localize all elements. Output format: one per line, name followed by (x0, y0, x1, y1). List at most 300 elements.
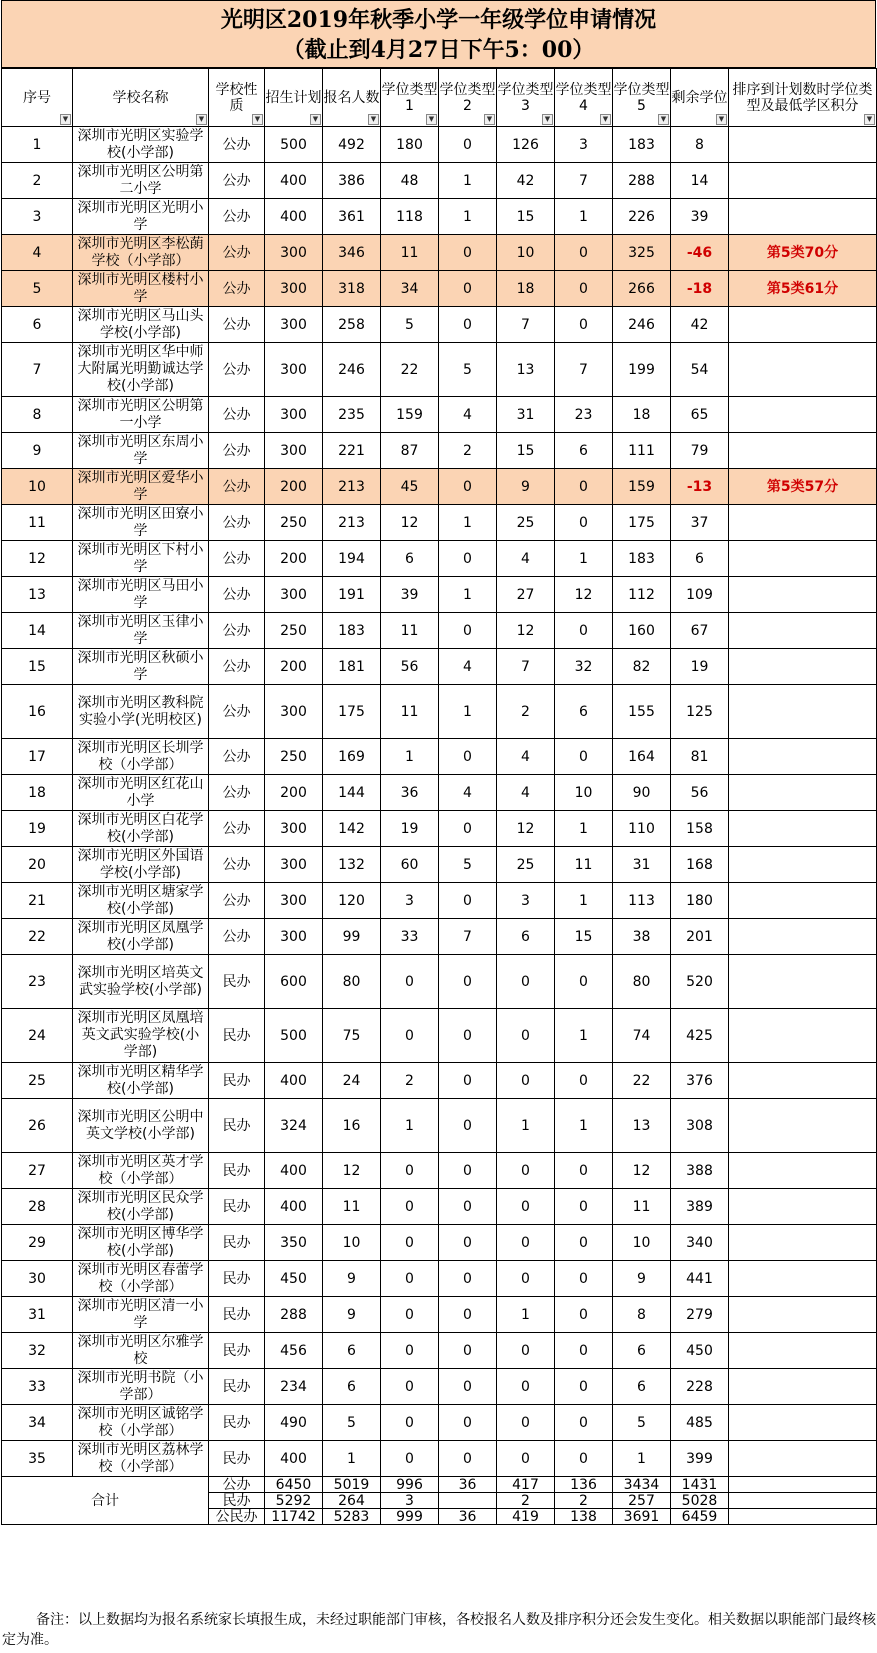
dropdown-filter-icon[interactable]: ▼ (426, 114, 437, 125)
cell-type: 民办 (209, 1333, 265, 1369)
cell-t4: 1 (555, 1009, 613, 1063)
cell-rank (729, 127, 877, 163)
cell-type: 公办 (209, 919, 265, 955)
cell-t3: 12 (497, 811, 555, 847)
cell-t3: 6 (497, 919, 555, 955)
cell-no: 4 (2, 235, 73, 271)
cell-t4: 23 (555, 397, 613, 433)
header-label: 学校名称 (112, 89, 169, 106)
cell-plan: 300 (265, 235, 323, 271)
cell-t5: 12 (613, 1153, 671, 1189)
header-cell[interactable] (671, 69, 729, 127)
cell-rank (729, 1333, 877, 1369)
cell-t5: 160 (613, 613, 671, 649)
cell-t2: 0 (439, 1225, 497, 1261)
cell-no: 20 (2, 847, 73, 883)
table-row (2, 1009, 877, 1063)
cell-t2: 0 (439, 811, 497, 847)
cell-t5: 183 (613, 127, 671, 163)
cell-t2: 0 (439, 235, 497, 271)
header-cell[interactable] (381, 69, 439, 127)
cell-t1: 87 (381, 433, 439, 469)
cell-applied: 181 (323, 649, 381, 685)
cell-t2: 5 (439, 343, 497, 397)
cell-t5: 6 (613, 1369, 671, 1405)
cell-t3: 42 (497, 163, 555, 199)
header-cell[interactable] (209, 69, 265, 127)
cell-name: 深圳市光明区公明第二小学 (73, 163, 209, 199)
header-label: 学位类型3 (497, 81, 554, 114)
header-cell[interactable] (265, 69, 323, 127)
cell-rank (729, 1063, 877, 1099)
cell-t4: 11 (555, 847, 613, 883)
cell-t5: 159 (613, 469, 671, 505)
cell-t5: 246 (613, 307, 671, 343)
cell-name: 深圳市光明区楼村小学 (73, 271, 209, 307)
cell-name: 深圳市光明区白花学校(小学部) (73, 811, 209, 847)
cell-applied: 258 (323, 307, 381, 343)
cell-no: 26 (2, 1099, 73, 1153)
cell-t4: 0 (555, 613, 613, 649)
cell-t2: 0 (439, 271, 497, 307)
cell-plan: 400 (265, 1063, 323, 1099)
cell-name: 深圳市光明区田寮小学 (73, 505, 209, 541)
cell-remain: 201 (671, 919, 729, 955)
cell-type: 民办 (209, 1297, 265, 1333)
cell-no: 12 (2, 541, 73, 577)
cell-t2: 4 (439, 775, 497, 811)
cell-plan: 300 (265, 919, 323, 955)
cell-remain: 79 (671, 433, 729, 469)
dropdown-filter-icon[interactable]: ▼ (864, 114, 875, 125)
cell-t5: 31 (613, 847, 671, 883)
cell-plan: 400 (265, 1153, 323, 1189)
cell-t4: 1 (555, 811, 613, 847)
cell-name: 深圳市光明区公明中英文学校(小学部) (73, 1099, 209, 1153)
cell-applied: 213 (323, 505, 381, 541)
totals-cell-type: 公民办 (209, 1509, 265, 1525)
cell-t2: 0 (439, 883, 497, 919)
cell-name: 深圳市光明区英才学校（小学部） (73, 1153, 209, 1189)
cell-t4: 0 (555, 1189, 613, 1225)
dropdown-filter-icon[interactable]: ▼ (310, 114, 321, 125)
cell-t1: 2 (381, 1063, 439, 1099)
cell-name: 深圳市光明区马山头学校(小学部) (73, 307, 209, 343)
cell-type: 公办 (209, 811, 265, 847)
cell-type: 公办 (209, 397, 265, 433)
cell-remain: -46 (671, 235, 729, 271)
dropdown-filter-icon[interactable]: ▼ (252, 114, 263, 125)
table-row (2, 685, 877, 739)
cell-name: 深圳市光明区塘家学校(小学部) (73, 883, 209, 919)
cell-type: 公办 (209, 469, 265, 505)
cell-remain: 485 (671, 1405, 729, 1441)
cell-plan: 200 (265, 541, 323, 577)
cell-no: 15 (2, 649, 73, 685)
cell-t5: 9 (613, 1261, 671, 1297)
cell-type: 民办 (209, 1063, 265, 1099)
dropdown-filter-icon[interactable]: ▼ (196, 114, 207, 125)
cell-plan: 300 (265, 685, 323, 739)
cell-t2: 5 (439, 847, 497, 883)
cell-plan: 300 (265, 811, 323, 847)
cell-name: 深圳市光明区教科院实验小学(光明校区) (73, 685, 209, 739)
cell-plan: 300 (265, 433, 323, 469)
cell-no: 3 (2, 199, 73, 235)
cell-t4: 0 (555, 307, 613, 343)
cell-t4: 6 (555, 433, 613, 469)
cell-t1: 0 (381, 1405, 439, 1441)
cell-remain: -13 (671, 469, 729, 505)
dropdown-filter-icon[interactable]: ▼ (484, 114, 495, 125)
cell-type: 民办 (209, 1261, 265, 1297)
cell-rank (729, 847, 877, 883)
cell-t3: 4 (497, 739, 555, 775)
cell-type: 民办 (209, 1099, 265, 1153)
totals-cell-remain: 1431 (671, 1477, 729, 1493)
cell-plan: 324 (265, 1099, 323, 1153)
cell-applied: 213 (323, 469, 381, 505)
cell-t3: 0 (497, 1333, 555, 1369)
cell-t2: 0 (439, 1189, 497, 1225)
cell-name: 深圳市光明区尔雅学校 (73, 1333, 209, 1369)
cell-t2: 0 (439, 1009, 497, 1063)
cell-applied: 9 (323, 1261, 381, 1297)
cell-t3: 0 (497, 1189, 555, 1225)
cell-t2: 0 (439, 1063, 497, 1099)
cell-t1: 56 (381, 649, 439, 685)
cell-t2: 0 (439, 541, 497, 577)
cell-t5: 74 (613, 1009, 671, 1063)
cell-rank (729, 1441, 877, 1477)
table-row (2, 1099, 877, 1153)
cell-name: 深圳市光明区爱华小学 (73, 469, 209, 505)
cell-t5: 111 (613, 433, 671, 469)
cell-plan: 250 (265, 739, 323, 775)
cell-t1: 0 (381, 1189, 439, 1225)
cell-t5: 183 (613, 541, 671, 577)
cell-t5: 325 (613, 235, 671, 271)
header-cell[interactable] (729, 69, 877, 127)
cell-applied: 191 (323, 577, 381, 613)
cell-rank (729, 1369, 877, 1405)
cell-remain: 19 (671, 649, 729, 685)
cell-type: 民办 (209, 1225, 265, 1261)
totals-cell-t5: 3434 (613, 1477, 671, 1493)
cell-t5: 1 (613, 1441, 671, 1477)
cell-t4: 10 (555, 775, 613, 811)
totals-cell-plan: 6450 (265, 1477, 323, 1493)
table-row (2, 1405, 877, 1441)
cell-applied: 235 (323, 397, 381, 433)
cell-t4: 0 (555, 1369, 613, 1405)
cell-t5: 199 (613, 343, 671, 397)
dropdown-filter-icon[interactable]: ▼ (542, 114, 553, 125)
table-row (2, 1189, 877, 1225)
cell-plan: 234 (265, 1369, 323, 1405)
table-row (2, 1261, 877, 1297)
cell-t3: 7 (497, 649, 555, 685)
cell-applied: 144 (323, 775, 381, 811)
cell-t1: 45 (381, 469, 439, 505)
cell-rank (729, 307, 877, 343)
cell-plan: 300 (265, 343, 323, 397)
header-row (2, 69, 877, 127)
cell-t5: 164 (613, 739, 671, 775)
cell-plan: 450 (265, 1261, 323, 1297)
table-row (2, 1063, 877, 1099)
header-cell[interactable] (439, 69, 497, 127)
cell-t5: 6 (613, 1333, 671, 1369)
cell-rank (729, 505, 877, 541)
header-cell[interactable] (555, 69, 613, 127)
header-cell[interactable] (497, 69, 555, 127)
table-row (2, 1333, 877, 1369)
cell-plan: 400 (265, 199, 323, 235)
cell-remain: 279 (671, 1297, 729, 1333)
totals-cell-rank (729, 1477, 877, 1493)
cell-t3: 9 (497, 469, 555, 505)
cell-name: 深圳市光明区长圳学校（小学部） (73, 739, 209, 775)
cell-remain: 37 (671, 505, 729, 541)
cell-no: 11 (2, 505, 73, 541)
cell-t4: 15 (555, 919, 613, 955)
cell-t1: 0 (381, 1441, 439, 1477)
cell-t3: 10 (497, 235, 555, 271)
dropdown-filter-icon[interactable]: ▼ (716, 114, 727, 125)
cell-no: 28 (2, 1189, 73, 1225)
cell-t4: 1 (555, 199, 613, 235)
cell-applied: 10 (323, 1225, 381, 1261)
cell-t4: 0 (555, 1441, 613, 1477)
cell-remain: 14 (671, 163, 729, 199)
dropdown-filter-icon[interactable]: ▼ (60, 114, 71, 125)
cell-remain: 81 (671, 739, 729, 775)
cell-t4: 0 (555, 505, 613, 541)
cell-remain: 388 (671, 1153, 729, 1189)
cell-t4: 1 (555, 883, 613, 919)
cell-remain: 39 (671, 199, 729, 235)
header-cell[interactable] (323, 69, 381, 127)
totals-cell-plan: 5292 (265, 1493, 323, 1509)
cell-plan: 490 (265, 1405, 323, 1441)
cell-remain: 340 (671, 1225, 729, 1261)
table-row (2, 577, 877, 613)
totals-label: 合计 (2, 1477, 209, 1525)
cell-t3: 15 (497, 433, 555, 469)
table-row (2, 739, 877, 775)
cell-remain: 109 (671, 577, 729, 613)
cell-applied: 80 (323, 955, 381, 1009)
cell-applied: 11 (323, 1189, 381, 1225)
totals-cell-remain: 5028 (671, 1493, 729, 1509)
cell-type: 民办 (209, 1441, 265, 1477)
cell-t3: 0 (497, 1153, 555, 1189)
totals-cell-rank (729, 1509, 877, 1525)
header-label: 序号 (23, 89, 51, 106)
cell-applied: 6 (323, 1369, 381, 1405)
cell-t2: 1 (439, 505, 497, 541)
totals-cell-type: 公办 (209, 1477, 265, 1493)
cell-type: 民办 (209, 955, 265, 1009)
table-row (2, 1369, 877, 1405)
cell-t2: 0 (439, 739, 497, 775)
cell-plan: 300 (265, 883, 323, 919)
cell-no: 16 (2, 685, 73, 739)
cell-t3: 0 (497, 1009, 555, 1063)
header-cell[interactable] (613, 69, 671, 127)
cell-plan: 288 (265, 1297, 323, 1333)
cell-t5: 8 (613, 1297, 671, 1333)
cell-t4: 1 (555, 1099, 613, 1153)
cell-t4: 0 (555, 1225, 613, 1261)
dropdown-filter-icon[interactable]: ▼ (368, 114, 379, 125)
cell-name: 深圳市光明区荔林学校（小学部） (73, 1441, 209, 1477)
cell-no: 22 (2, 919, 73, 955)
cell-t1: 12 (381, 505, 439, 541)
cell-t5: 11 (613, 1189, 671, 1225)
cell-t2: 0 (439, 127, 497, 163)
table-row (2, 397, 877, 433)
cell-t3: 13 (497, 343, 555, 397)
cell-t1: 180 (381, 127, 439, 163)
cell-type: 民办 (209, 1369, 265, 1405)
cell-applied: 1 (323, 1441, 381, 1477)
cell-applied: 6 (323, 1333, 381, 1369)
cell-t3: 7 (497, 307, 555, 343)
cell-t3: 0 (497, 955, 555, 1009)
cell-plan: 456 (265, 1333, 323, 1369)
cell-remain: 8 (671, 127, 729, 163)
header-cell[interactable] (2, 69, 73, 127)
cell-t5: 155 (613, 685, 671, 739)
cell-rank (729, 343, 877, 397)
cell-rank (729, 199, 877, 235)
cell-rank (729, 811, 877, 847)
cell-rank (729, 397, 877, 433)
cell-plan: 400 (265, 1441, 323, 1477)
cell-name: 深圳市光明区李松蓢学校（小学部） (73, 235, 209, 271)
cell-t4: 0 (555, 1153, 613, 1189)
cell-no: 34 (2, 1405, 73, 1441)
cell-t4: 0 (555, 469, 613, 505)
cell-plan: 300 (265, 271, 323, 307)
cell-type: 公办 (209, 685, 265, 739)
cell-applied: 183 (323, 613, 381, 649)
cell-remain: 399 (671, 1441, 729, 1477)
cell-t5: 82 (613, 649, 671, 685)
cell-name: 深圳市光明区民众学校(小学部) (73, 1189, 209, 1225)
table-row (2, 811, 877, 847)
cell-name: 深圳市光明区博华学校(小学部) (73, 1225, 209, 1261)
cell-t3: 1 (497, 1099, 555, 1153)
cell-name: 深圳市光明区光明小学 (73, 199, 209, 235)
cell-t3: 18 (497, 271, 555, 307)
totals-cell-type: 民办 (209, 1493, 265, 1509)
cell-t5: 80 (613, 955, 671, 1009)
cell-type: 民办 (209, 1153, 265, 1189)
totals-cell-rank (729, 1493, 877, 1509)
cell-t1: 0 (381, 1297, 439, 1333)
cell-t1: 0 (381, 1225, 439, 1261)
cell-t4: 0 (555, 1261, 613, 1297)
cell-plan: 400 (265, 1189, 323, 1225)
dropdown-filter-icon[interactable]: ▼ (658, 114, 669, 125)
cell-t2: 0 (439, 1405, 497, 1441)
cell-remain: 65 (671, 397, 729, 433)
cell-name: 深圳市光明区下村小学 (73, 541, 209, 577)
cell-t5: 288 (613, 163, 671, 199)
cell-rank (729, 955, 877, 1009)
totals-row (2, 1477, 877, 1493)
cell-name: 深圳市光明区春蕾学校（小学部） (73, 1261, 209, 1297)
cell-t3: 0 (497, 1405, 555, 1441)
cell-applied: 9 (323, 1297, 381, 1333)
cell-t3: 0 (497, 1225, 555, 1261)
cell-t5: 266 (613, 271, 671, 307)
table-row (2, 847, 877, 883)
cell-no: 24 (2, 1009, 73, 1063)
cell-plan: 300 (265, 577, 323, 613)
cell-no: 17 (2, 739, 73, 775)
cell-no: 2 (2, 163, 73, 199)
cell-rank (729, 163, 877, 199)
cell-name: 深圳市光明区实验学校(小学部) (73, 127, 209, 163)
header-cell[interactable] (73, 69, 209, 127)
table-row (2, 433, 877, 469)
cell-remain: 441 (671, 1261, 729, 1297)
cell-t1: 118 (381, 199, 439, 235)
cell-no: 13 (2, 577, 73, 613)
cell-rank (729, 1189, 877, 1225)
cell-t2: 0 (439, 955, 497, 1009)
cell-no: 14 (2, 613, 73, 649)
cell-t3: 25 (497, 505, 555, 541)
cell-t2: 4 (439, 649, 497, 685)
cell-name: 深圳市光明区凤凰培英文武实验学校(小学部) (73, 1009, 209, 1063)
cell-t3: 25 (497, 847, 555, 883)
header-label: 学位类型2 (439, 81, 496, 114)
header-label: 学位类型1 (381, 81, 438, 114)
dropdown-filter-icon[interactable]: ▼ (600, 114, 611, 125)
cell-t1: 19 (381, 811, 439, 847)
table-row (2, 541, 877, 577)
cell-t5: 113 (613, 883, 671, 919)
cell-type: 公办 (209, 199, 265, 235)
cell-t1: 0 (381, 955, 439, 1009)
cell-rank (729, 1261, 877, 1297)
cell-no: 29 (2, 1225, 73, 1261)
cell-plan: 200 (265, 469, 323, 505)
title-line-1: 光明区2019年秋季小学一年级学位申请情况 (220, 7, 657, 33)
cell-t2: 0 (439, 307, 497, 343)
cell-applied: 492 (323, 127, 381, 163)
totals-cell-t2 (439, 1493, 497, 1509)
cell-no: 25 (2, 1063, 73, 1099)
totals-cell-t2: 36 (439, 1477, 497, 1493)
totals-cell-t5: 257 (613, 1493, 671, 1509)
totals-cell-t2: 36 (439, 1509, 497, 1525)
cell-t3: 0 (497, 1369, 555, 1405)
cell-applied: 24 (323, 1063, 381, 1099)
table-row (2, 1441, 877, 1477)
cell-name: 深圳市光明区凤凰学校(小学部) (73, 919, 209, 955)
cell-no: 30 (2, 1261, 73, 1297)
cell-no: 8 (2, 397, 73, 433)
cell-no: 9 (2, 433, 73, 469)
cell-t2: 0 (439, 1261, 497, 1297)
cell-plan: 300 (265, 307, 323, 343)
